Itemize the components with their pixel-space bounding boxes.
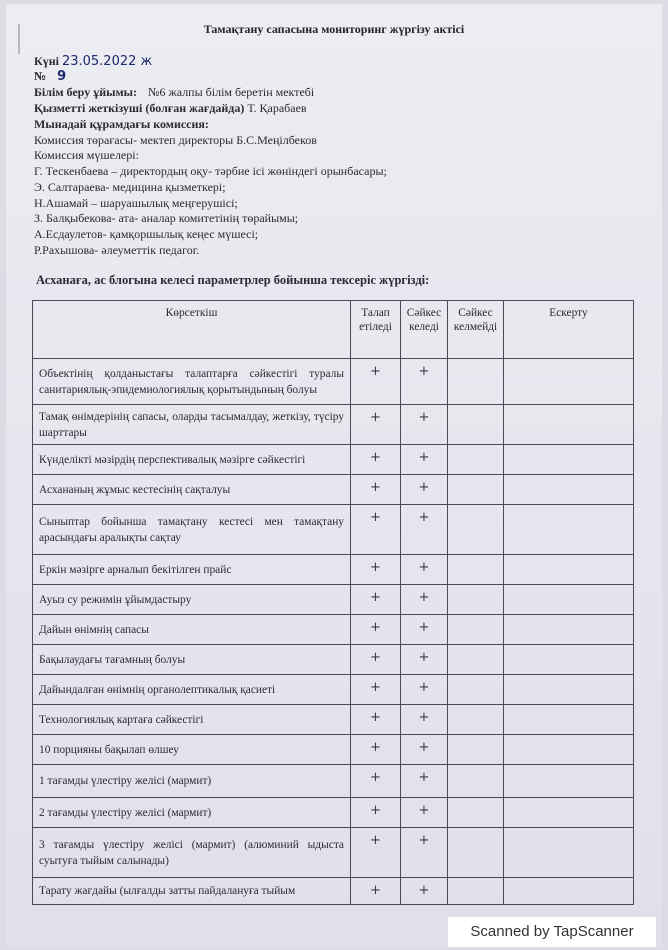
member-item: Р.Рахышова- әлеуметтік педагог. bbox=[34, 243, 200, 257]
indicator-cell: Ауыз су режимін ұйымдастыру bbox=[33, 585, 351, 615]
required-cell: + bbox=[351, 445, 401, 475]
required-cell: + bbox=[351, 828, 401, 878]
noncompliant-cell bbox=[448, 475, 504, 505]
compliant-cell: + bbox=[401, 735, 448, 765]
indicator-cell: 1 тағамды үлестіру желісі (мармит) bbox=[33, 765, 351, 798]
indicator-cell: Тарату жағдайы (ылғалды затты пайдалануға тыйым bbox=[33, 878, 351, 905]
member-item: Г. Тескенбаева – директордың оқу- тәрбие ісі жөніндегі орынбасары; bbox=[34, 164, 387, 178]
compliant-cell: + bbox=[401, 705, 448, 735]
noncompliant-cell bbox=[448, 765, 504, 798]
noncompliant-cell bbox=[448, 555, 504, 585]
required-cell: + bbox=[351, 555, 401, 585]
commission-heading: Мынадай құрамдағы комиссия: bbox=[34, 117, 209, 131]
compliant-cell: + bbox=[401, 359, 448, 405]
note-cell bbox=[504, 705, 634, 735]
required-cell: + bbox=[351, 798, 401, 828]
table-row bbox=[33, 555, 634, 585]
noncompliant-cell bbox=[448, 675, 504, 705]
organization-label: Білім беру ұйымы: bbox=[34, 85, 138, 99]
scanner-watermark: Scanned by TapScanner bbox=[448, 917, 656, 947]
compliant-cell: + bbox=[401, 445, 448, 475]
compliant-cell: + bbox=[401, 828, 448, 878]
indicator-cell: Дайындалған өнімнің органолептикалық қасиеті bbox=[33, 675, 351, 705]
table-row bbox=[33, 359, 634, 405]
table-row bbox=[33, 505, 634, 555]
table-row bbox=[33, 798, 634, 828]
required-cell: + bbox=[351, 475, 401, 505]
note-cell bbox=[504, 505, 634, 555]
compliant-cell: + bbox=[401, 878, 448, 905]
compliant-cell: + bbox=[401, 645, 448, 675]
member-item: А.Есдаулетов- қамқоршылық кеңес мүшесі; bbox=[34, 227, 259, 241]
note-cell bbox=[504, 445, 634, 475]
date-label: Күні bbox=[34, 54, 59, 68]
noncompliant-cell bbox=[448, 615, 504, 645]
compliant-cell: + bbox=[401, 475, 448, 505]
noncompliant-cell bbox=[448, 405, 504, 445]
indicator-cell: Объектінің қолданыстағы талаптарға сәйкестігі туралы санитариялық-эпидемиологиялық қорытындының болуы bbox=[33, 359, 351, 405]
header-note: Ескерту bbox=[504, 301, 634, 359]
table-row bbox=[33, 705, 634, 735]
table-row bbox=[33, 878, 634, 905]
table-row bbox=[33, 445, 634, 475]
note-cell bbox=[504, 615, 634, 645]
indicator-cell: Тамақ өнімдерінің сапасы, оларды тасымалдау, жеткізу, түсіру шарттары bbox=[33, 405, 351, 445]
member-item: Э. Салтараева- медицина қызметкері; bbox=[34, 180, 226, 194]
noncompliant-cell bbox=[448, 445, 504, 475]
table-row bbox=[33, 645, 634, 675]
required-cell: + bbox=[351, 878, 401, 905]
note-cell bbox=[504, 878, 634, 905]
header-compliant: Сәйкес келеді bbox=[401, 301, 448, 359]
member-item: Н.Ашамай – шаруашылық меңгерушісі; bbox=[34, 196, 238, 210]
noncompliant-cell bbox=[448, 798, 504, 828]
document-title: Тамақтану сапасына мониторинг жүргізу актісі bbox=[203, 22, 465, 36]
indicator-cell: Дайын өнімнің сапасы bbox=[33, 615, 351, 645]
table-row bbox=[33, 765, 634, 798]
required-cell: + bbox=[351, 585, 401, 615]
note-cell bbox=[504, 475, 634, 505]
indicator-cell: Бақылаудағы тағамның болуы bbox=[33, 645, 351, 675]
organization-line bbox=[34, 86, 314, 99]
compliant-cell: + bbox=[401, 585, 448, 615]
members-label: Комиссия мүшелері: bbox=[34, 148, 139, 162]
date-line bbox=[34, 55, 152, 68]
note-cell bbox=[504, 828, 634, 878]
table-row bbox=[33, 615, 634, 645]
number-label: № bbox=[34, 69, 47, 83]
indicator-cell: Күнделікті мәзірдің перспективалық мәзірге сәйкестігі bbox=[33, 445, 351, 475]
supplier-value: Т. Қарабаев bbox=[247, 101, 307, 115]
note-cell bbox=[504, 798, 634, 828]
noncompliant-cell bbox=[448, 645, 504, 675]
note-cell bbox=[504, 405, 634, 445]
required-cell: + bbox=[351, 765, 401, 798]
supplier-line bbox=[34, 102, 307, 115]
noncompliant-cell bbox=[448, 878, 504, 905]
required-cell: + bbox=[351, 705, 401, 735]
note-cell bbox=[504, 675, 634, 705]
header-required: Талап етіледі bbox=[351, 301, 401, 359]
required-cell: + bbox=[351, 615, 401, 645]
note-cell bbox=[504, 585, 634, 615]
indicator-cell: Асхананың жұмыс кестесінің сақталуы bbox=[33, 475, 351, 505]
indicator-cell: Сыныптар бойынша тамақтану кестесі мен тамақтану арасындағы аралықты сақтау bbox=[33, 505, 351, 555]
table-row bbox=[33, 675, 634, 705]
table-row bbox=[33, 828, 634, 878]
required-cell: + bbox=[351, 505, 401, 555]
table-header-row bbox=[33, 301, 634, 359]
noncompliant-cell bbox=[448, 705, 504, 735]
indicator-cell: Еркін мәзірге арналып бекітілген прайс bbox=[33, 555, 351, 585]
note-cell bbox=[504, 555, 634, 585]
date-value: 23.05.2022 ж bbox=[61, 54, 153, 69]
noncompliant-cell bbox=[448, 585, 504, 615]
organization-value: №6 жалпы білім беретін мектебі bbox=[148, 85, 315, 99]
compliant-cell: + bbox=[401, 765, 448, 798]
note-cell bbox=[504, 765, 634, 798]
commission-chair: Комиссия төрағасы- мектеп директоры Б.С.Меңілбеков bbox=[34, 133, 317, 147]
indicator-cell: Технологиялық картаға сәйкестігі bbox=[33, 705, 351, 735]
note-cell bbox=[504, 735, 634, 765]
header-noncompliant: Сәйкес келмейді bbox=[448, 301, 504, 359]
number-value: 9 bbox=[57, 69, 67, 84]
noncompliant-cell bbox=[448, 359, 504, 405]
required-cell: + bbox=[351, 359, 401, 405]
compliant-cell: + bbox=[401, 615, 448, 645]
compliant-cell: + bbox=[401, 505, 448, 555]
indicator-cell: 3 тағамды үлестіру желісі (мармит) (алюминий ыдыста суытуға тыйым салынады) bbox=[33, 828, 351, 878]
section-title: Асханаға, ас блогына келесі параметрлер бойынша тексеріс жүргізді: bbox=[36, 273, 430, 287]
supplier-label: Қызметті жеткізуші (болған жағдайда) bbox=[34, 101, 245, 115]
compliant-cell: + bbox=[401, 405, 448, 445]
compliant-cell: + bbox=[401, 798, 448, 828]
required-cell: + bbox=[351, 405, 401, 445]
header-indicator: Көрсеткіш bbox=[33, 301, 351, 359]
table-row bbox=[33, 475, 634, 505]
table-row bbox=[33, 735, 634, 765]
required-cell: + bbox=[351, 675, 401, 705]
table-row bbox=[33, 405, 634, 445]
noncompliant-cell bbox=[448, 735, 504, 765]
noncompliant-cell bbox=[448, 505, 504, 555]
required-cell: + bbox=[351, 645, 401, 675]
indicator-cell: 2 тағамды үлестіру желісі (мармит) bbox=[33, 798, 351, 828]
noncompliant-cell bbox=[448, 828, 504, 878]
inspection-table bbox=[32, 300, 634, 905]
required-cell: + bbox=[351, 735, 401, 765]
compliant-cell: + bbox=[401, 675, 448, 705]
note-cell bbox=[504, 359, 634, 405]
table-row bbox=[33, 585, 634, 615]
indicator-cell: 10 порцияны бақылап өлшеу bbox=[33, 735, 351, 765]
note-cell bbox=[504, 645, 634, 675]
member-item: З. Балқыбекова- ата- аналар комитетінің төрайымы; bbox=[34, 211, 299, 225]
number-line bbox=[34, 70, 66, 83]
compliant-cell: + bbox=[401, 555, 448, 585]
